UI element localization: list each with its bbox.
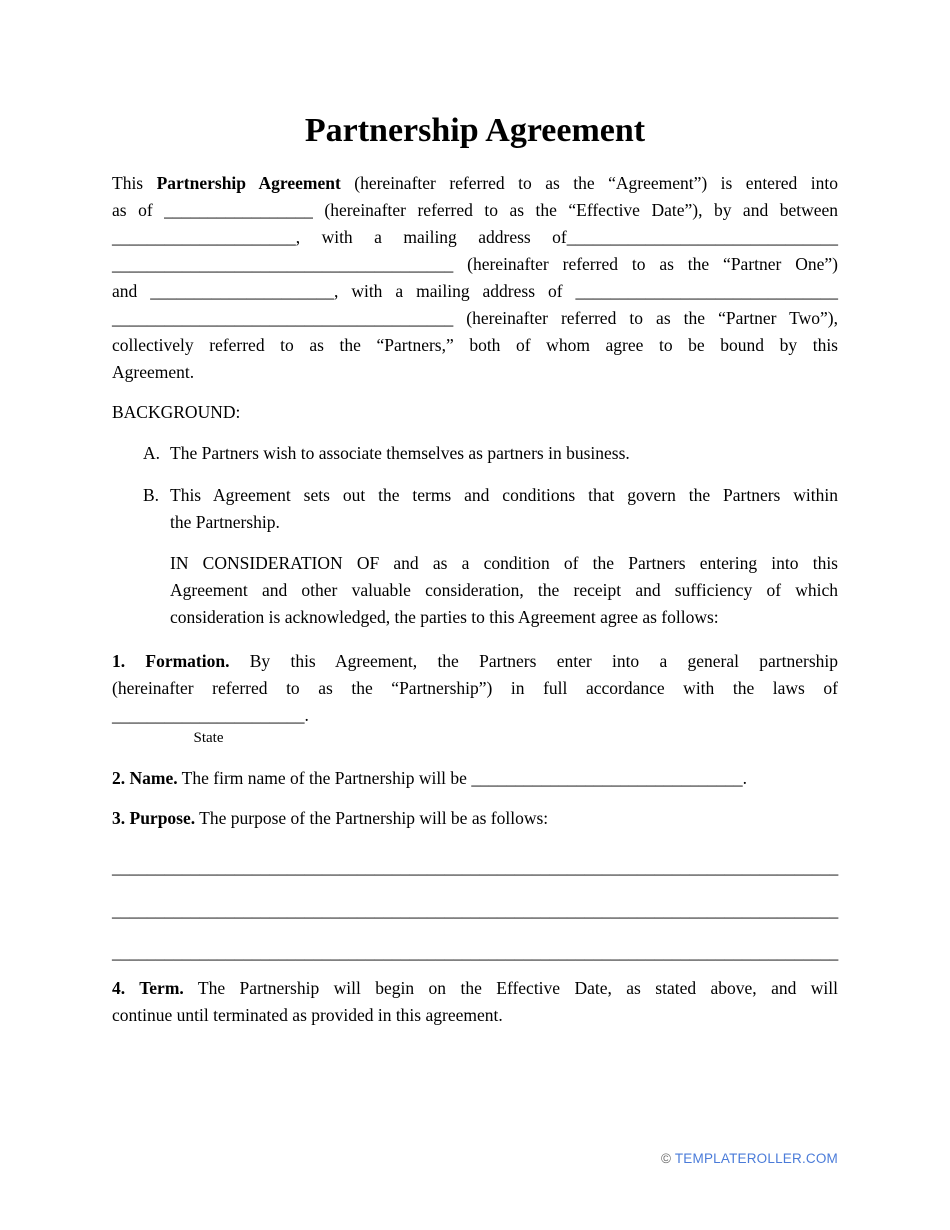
blank-field: _______________________________	[566, 227, 838, 247]
text-segment: By this Agreement, the Partners enter into a general partnership	[229, 651, 838, 671]
text-line	[112, 939, 838, 966]
text-segment: Agreement and other valuable consideration, the receipt and sufficiency of which	[170, 580, 838, 600]
blank-field: ______________________________	[575, 281, 838, 301]
text-segment: IN CONSIDERATION OF and as a condition of the Partners entering into this	[170, 553, 838, 573]
text-segment: 3. Purpose.	[112, 808, 196, 828]
text-line	[112, 805, 838, 832]
text-line	[112, 975, 838, 1002]
blank-field: _________________	[164, 200, 313, 220]
recital-b-text	[170, 482, 838, 536]
blank-field: ______________________	[112, 705, 305, 725]
text-segment: Agreement.	[112, 362, 195, 382]
text-segment: The purpose of the Partnership will be as follows:	[195, 808, 549, 828]
section-term	[112, 975, 838, 1029]
text-segment: The Partners wish to associate themselves as partners in business.	[170, 443, 630, 463]
blank-field: ___________________________________________________________________________________	[112, 942, 839, 962]
text-segment: as of	[112, 200, 165, 220]
recital-a-text	[170, 440, 838, 467]
text-segment: (hereinafter referred to as the “Agreement”) is entered into	[340, 173, 838, 193]
text-segment: This	[112, 173, 157, 193]
recital-item-a	[112, 440, 838, 467]
document-title: Partnership Agreement	[304, 112, 646, 149]
text-line	[112, 648, 838, 675]
text-line	[112, 278, 838, 305]
text-line	[170, 482, 838, 509]
text-segment: and	[112, 281, 151, 301]
text-segment: The firm name of the Partnership will be	[177, 768, 472, 788]
text-line	[112, 251, 838, 278]
text-line	[112, 332, 838, 359]
intro-paragraph	[112, 170, 838, 386]
text-segment: , with a mailing address of	[295, 227, 567, 247]
text-line	[112, 765, 838, 792]
text-segment: 2. Name.	[112, 768, 178, 788]
text-segment: continue until terminated as provided in this agreement.	[112, 1005, 503, 1025]
blank-field: _______________________________________	[112, 308, 454, 328]
text-line	[112, 197, 838, 224]
text-segment: (hereinafter referred to as the “Partnership”) in full accordance with the laws of	[112, 678, 838, 698]
text-line	[112, 224, 838, 251]
document-content	[112, 0, 838, 1029]
footer	[661, 1151, 838, 1167]
text-segment: (hereinafter referred to as the “Partner One”)	[453, 254, 838, 274]
text-segment: .	[742, 768, 747, 788]
text-line	[112, 897, 838, 924]
state-caption: State	[193, 730, 224, 746]
text-segment: (hereinafter referred to as the “Partner Two”),	[453, 308, 838, 328]
text-segment: collectively referred to as the “Partners,” both of whom agree to be bound by this	[112, 335, 838, 355]
text-line	[170, 604, 838, 631]
blank-field: _____________________	[150, 281, 334, 301]
copyright-icon: ©	[660, 1151, 672, 1166]
text-line	[170, 577, 838, 604]
text-segment: 4. Term.	[112, 978, 184, 998]
blank-field: _____________________	[112, 227, 296, 247]
text-segment: 1. Formation.	[112, 651, 230, 671]
text-segment: , with a mailing address of	[333, 281, 576, 301]
text-segment: The Partnership will begin on the Effective Date, as stated above, and will	[183, 978, 838, 998]
blank-field: ___________________________________________________________________________________	[112, 899, 839, 920]
blank-field: _______________________________	[471, 768, 743, 788]
background-heading: BACKGROUND:	[112, 402, 241, 422]
text-line	[112, 1002, 838, 1029]
list-marker: A.	[143, 443, 161, 463]
text-segment: the Partnership.	[170, 512, 280, 532]
text-line	[112, 170, 838, 197]
section-name	[112, 765, 838, 792]
section-formation	[112, 648, 838, 729]
text-line	[112, 854, 838, 881]
text-line	[112, 305, 838, 332]
section-purpose	[112, 805, 838, 832]
purpose-blank-lines	[112, 854, 838, 966]
list-marker: B.	[143, 485, 160, 505]
blank-field: ___________________________________________________________________________________	[112, 857, 839, 877]
text-line	[112, 702, 838, 729]
text-line	[170, 509, 838, 536]
blank-field: _______________________________________	[112, 254, 454, 274]
text-segment: .	[304, 705, 309, 725]
consideration-paragraph	[170, 550, 838, 631]
recital-item-b	[112, 482, 838, 536]
text-line	[170, 440, 838, 467]
text-line	[112, 359, 838, 386]
text-segment: (hereinafter referred to as the “Effective Date”), by and between	[312, 200, 838, 220]
text-line	[112, 675, 838, 702]
templateroller-link[interactable]: TEMPLATEROLLER.COM	[674, 1151, 838, 1166]
text-line	[170, 550, 838, 577]
text-segment: consideration is acknowledged, the parties to this Agreement agree as follows:	[170, 607, 719, 627]
text-segment: This Agreement sets out the terms and conditions that govern the Partners within	[170, 485, 838, 505]
text-segment: Partnership Agreement	[156, 173, 341, 193]
